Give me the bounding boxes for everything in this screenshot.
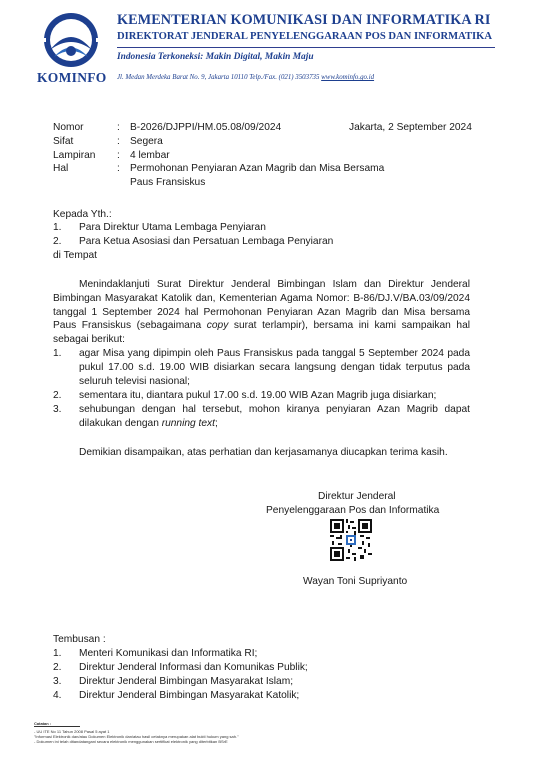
footer-rule [34, 726, 80, 727]
address-line [117, 74, 374, 81]
body-text: surat terlampir), bersama ini kami sampaikan hal [228, 320, 471, 331]
hal-value-line1: Permohonan Penyiaran Azan Magrib dan Misa Bersama [130, 163, 385, 174]
recipient-item: Para Direktur Utama Lembaga Penyiaran [79, 222, 266, 233]
logo-wordmark: KOMINFO [37, 70, 107, 85]
tembusan-item: Direktur Jenderal Informasi dan Komunikas Publik; [79, 662, 308, 673]
lampiran-label: Lampiran [53, 150, 96, 161]
body-italic: copy [206, 320, 229, 331]
point-line [79, 417, 218, 430]
recipients-place: di Tempat [53, 250, 97, 261]
body-text: Paus Fransiskus (sebagaimana [53, 320, 207, 331]
point-num: 3. [53, 404, 62, 415]
signatory-name: Wayan Toni Supriyanto [303, 576, 408, 587]
letter-date: Jakarta, 2 September 2024 [349, 122, 472, 133]
body-line: Menindaklanjuti Surat Direktur Jenderal Bimbingan Islam dan Direktur Jenderal [79, 279, 470, 290]
nomor-label: Nomor [53, 122, 84, 133]
sifat-label: Sifat [53, 136, 74, 147]
point-num: 2. [53, 390, 62, 401]
recipient-item: Para Ketua Asosiasi dan Persatuan Lembaga Penyiaran [79, 236, 334, 247]
letterhead-rule [117, 47, 495, 48]
tembusan-num: 4. [53, 690, 62, 701]
hal-value-line2: Paus Fransiskus [130, 177, 206, 188]
body-line: Bimbingan Masyarakat Katolik dan, Kementerian Agama Nomor: B-86/DJ.V/BA.03/09/2024 [53, 293, 470, 304]
qr-code-icon [330, 519, 372, 561]
tembusan-item: Menteri Komunikasi dan Informatika RI; [79, 648, 258, 659]
tembusan-item: Direktur Jenderal Bimbingan Masyarakat Katolik; [79, 690, 300, 701]
point-text: dilakukan dengan [79, 418, 162, 429]
tembusan-num: 2. [53, 662, 62, 673]
tembusan-label: Tembusan : [53, 634, 106, 645]
tembusan-num: 1. [53, 648, 62, 659]
signature-title-1: Direktur Jenderal [318, 491, 396, 502]
nomor-colon: : [117, 122, 120, 133]
ministry-name: KEMENTERIAN KOMUNIKASI DAN INFORMATIKA RI [117, 12, 491, 28]
footer-note: - UU ITE No 11 Tahun 2008 Pasal 5 ayat 1 [34, 729, 110, 734]
point-line: sehubungan dengan hal tersebut, mohon kiranya penyiaran Azan Magrib dapat [79, 404, 470, 415]
hal-label: Hal [53, 163, 69, 174]
lampiran-colon: : [117, 150, 120, 161]
website-link[interactable]: www.kominfo.go.id [321, 74, 375, 81]
recipients-intro: Kepada Yth.: [53, 209, 112, 220]
body-line [53, 319, 470, 332]
recipient-num: 1. [53, 222, 62, 233]
closing-line: Demikian disampaikan, atas perhatian dan kerjasamanya diucapkan terima kasih. [79, 447, 448, 458]
tembusan-item: Direktur Jenderal Bimbingan Masyarakat Islam; [79, 676, 294, 687]
footer-label: Catatan : [34, 721, 52, 726]
directorate-name: DIREKTORAT JENDERAL PENYELENGGARAAN POS DAN INFORMATIKA [117, 31, 493, 42]
lampiran-value: 4 lembar [130, 150, 170, 161]
point-num: 1. [53, 348, 62, 359]
sifat-value: Segera [130, 136, 163, 147]
point-text: ; [214, 418, 218, 429]
point-line: pukul 17.00 s.d. 19.00 WIB disiarkan secara langsung dengan tidak terputus pada [79, 362, 470, 373]
signature-title-2: Penyelenggaraan Pos dan Informatika [266, 505, 440, 516]
footer-note: - Dokumen ini telah ditandatangani secara elektronik menggunakan sertifikat elektronik yang diterbitkan BSrE [34, 739, 228, 744]
motto: Indonesia Terkoneksi: Makin Digital, Makin Maju [117, 52, 314, 62]
point-line: sementara itu, diantara pukul 17.00 s.d. 19.00 WIB Azan Magrib juga disiarkan; [79, 390, 437, 401]
address-text: Jl. Medan Merdeka Barat No. 9, Jakarta 10110 Telp./Fax. (021) 3503735 [117, 74, 320, 81]
point-italic: running text [161, 418, 215, 429]
body-line: sebagai berikut: [53, 334, 125, 345]
tembusan-num: 3. [53, 676, 62, 687]
point-line: agar Misa yang dipimpin oleh Paus Fransiskus pada tanggal 5 September 2024 pada [79, 348, 470, 359]
footer-note: "Informasi Elektronik dan/atau Dokumen Elektronik dan/atau hasil cetaknya merupakan alat bukti hukum yang sah." [34, 734, 239, 739]
sifat-colon: : [117, 136, 120, 147]
point-line: seluruh televisi nasional; [79, 376, 190, 387]
body-line: tanggal 1 September 2024 hal Permohonan Penyiaran Azan Magrib dan Misa bersama [53, 307, 470, 318]
recipient-num: 2. [53, 236, 62, 247]
hal-colon: : [117, 163, 120, 174]
nomor-value: B-2026/DJPPI/HM.05.08/09/2024 [130, 122, 282, 133]
